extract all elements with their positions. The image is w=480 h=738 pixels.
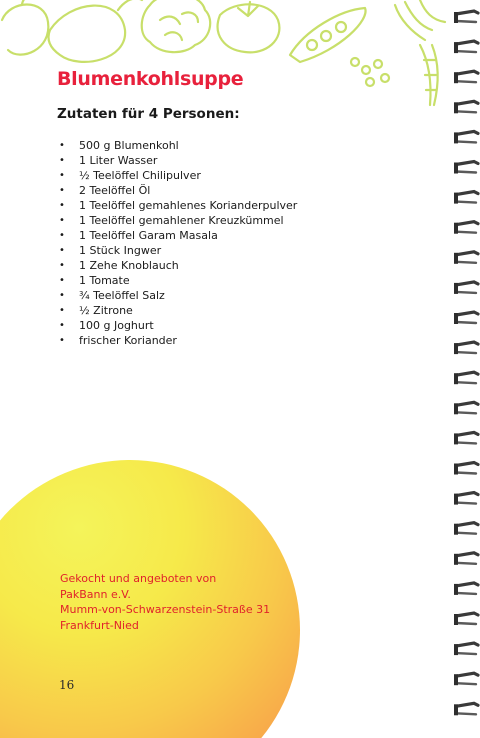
list-item <box>57 138 297 153</box>
bullet-icon: • <box>59 245 65 256</box>
list-item <box>57 303 297 318</box>
bullet-icon: • <box>59 305 65 316</box>
bullet-icon: • <box>59 290 65 301</box>
binding-ring-icon <box>454 613 478 625</box>
credits-address: Mumm-von-Schwarzenstein-Straße 31 <box>60 603 271 616</box>
binding-ring-icon <box>454 282 478 294</box>
bullet-icon: • <box>59 275 65 286</box>
ingredient-text: 1 Teelöffel Garam Masala <box>79 229 218 242</box>
binding-ring-icon <box>454 523 478 535</box>
bullet-icon: • <box>59 215 65 226</box>
ingredient-text: 100 g Joghurt <box>79 319 154 332</box>
binding-ring-icon <box>454 101 478 113</box>
bullet-icon: • <box>59 230 65 241</box>
binding-ring-icon <box>454 643 478 655</box>
credits-city: Frankfurt-Nied <box>60 618 139 632</box>
binding-ring-icon <box>454 131 478 143</box>
list-item <box>57 228 297 243</box>
list-item <box>57 318 297 333</box>
bullet-icon: • <box>59 335 65 346</box>
binding-ring-icon <box>454 222 478 234</box>
credits-block <box>60 571 270 633</box>
list-item <box>57 288 297 303</box>
ingredient-text: ½ Teelöffel Chilipulver <box>79 169 201 182</box>
bullet-icon: • <box>59 185 65 196</box>
binding-ring-icon <box>454 192 478 204</box>
ingredient-text: 500 g Blumenkohl <box>79 139 179 152</box>
ingredient-text: 1 Zehe Knoblauch <box>79 259 179 272</box>
ingredient-text: 1 Teelöffel gemahlener Kreuzkümmel <box>79 214 284 227</box>
bullet-icon: • <box>59 155 65 166</box>
bullet-icon: • <box>59 260 65 271</box>
bullet-icon: • <box>59 170 65 181</box>
ingredient-text: frischer Koriander <box>79 334 177 347</box>
credits-line: Gekocht und angeboten von <box>60 572 217 585</box>
binding-ring-icon <box>454 673 478 685</box>
bullet-icon: • <box>59 320 65 331</box>
list-item <box>57 243 297 258</box>
binding-ring-icon <box>454 71 478 83</box>
binding-ring-icon <box>454 703 478 715</box>
list-item <box>57 183 297 198</box>
binding-ring-icon <box>454 11 478 23</box>
binding-ring-icon <box>454 342 478 354</box>
ingredient-text: 1 Liter Wasser <box>79 154 158 167</box>
list-item <box>57 333 297 348</box>
bullet-icon: • <box>59 140 65 151</box>
binding-ring-icon <box>454 41 478 53</box>
binding-ring-icon <box>454 162 478 174</box>
binding-ring-icon <box>454 553 478 565</box>
ingredients-heading: Zutaten für 4 Personen: <box>57 106 240 122</box>
ingredient-text: ¾ Teelöffel Salz <box>79 289 165 302</box>
list-item <box>57 153 297 168</box>
binding-ring-icon <box>454 312 478 324</box>
ingredient-text: 1 Tomate <box>79 274 130 287</box>
list-item <box>57 273 297 288</box>
list-item <box>57 198 297 213</box>
vegetable-illustration <box>0 0 450 110</box>
list-item <box>57 168 297 183</box>
list-item <box>57 258 297 273</box>
ingredient-text: 2 Teelöffel Öl <box>79 184 151 197</box>
list-item <box>57 213 297 228</box>
binding-ring-icon <box>454 252 478 264</box>
bullet-icon: • <box>59 200 65 211</box>
credits-organization: PakBann e.V. <box>60 587 131 601</box>
ingredient-text: 1 Stück Ingwer <box>79 244 162 257</box>
ingredient-text: 1 Teelöffel gemahlenes Korianderpulver <box>79 199 298 212</box>
ingredient-text: ½ Zitrone <box>79 304 133 317</box>
recipe-title: Blumenkohlsuppe <box>57 68 244 90</box>
ingredient-list <box>57 138 297 348</box>
spiral-binding <box>448 0 480 738</box>
binding-ring-icon <box>454 583 478 595</box>
binding-ring-icon <box>454 463 478 475</box>
binding-ring-icon <box>454 432 478 444</box>
page-number: 16 <box>59 678 75 692</box>
binding-ring-icon <box>454 372 478 384</box>
binding-ring-icon <box>454 493 478 505</box>
binding-ring-icon <box>454 402 478 414</box>
